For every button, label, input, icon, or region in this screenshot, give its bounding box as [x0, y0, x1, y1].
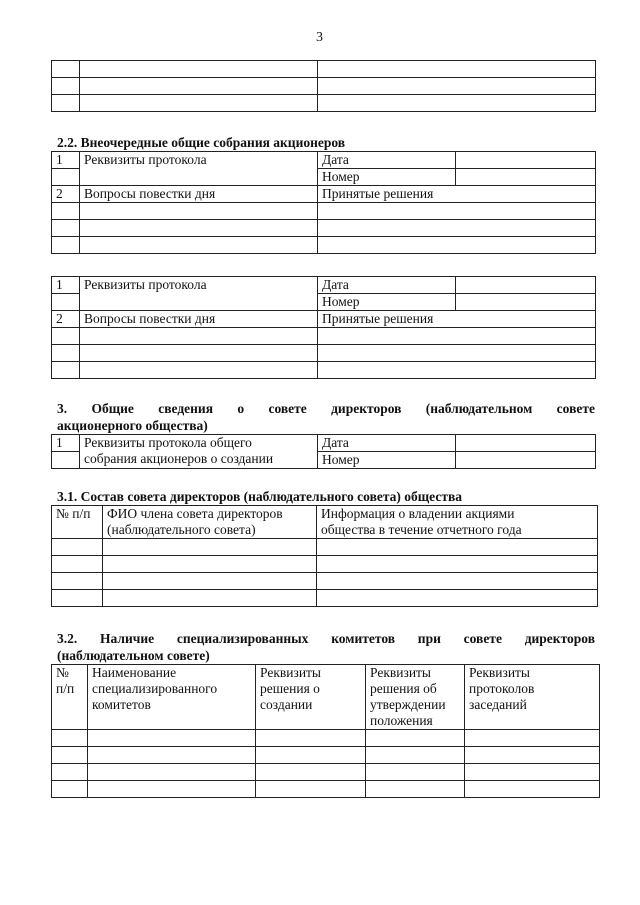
- header-line: заседаний: [469, 697, 527, 712]
- table-row: [52, 220, 596, 237]
- header-line: (наблюдательного совета): [107, 522, 256, 537]
- table-row: [52, 152, 596, 169]
- header-line: Реквизиты: [370, 665, 432, 680]
- table-row: [52, 78, 596, 95]
- table-row: [52, 362, 596, 379]
- number-label: Номер: [318, 452, 456, 469]
- date-value: [456, 435, 596, 452]
- table-row: [52, 730, 600, 747]
- table-row: [52, 590, 598, 607]
- row-number: 1: [52, 152, 80, 169]
- header-line: решения о: [260, 681, 320, 696]
- section-heading-3-line2: акционерного общества): [57, 418, 208, 433]
- table-row: [52, 237, 596, 254]
- board-creation-table: [51, 434, 596, 469]
- column-header-number: [52, 665, 88, 730]
- number-label: Номер: [318, 294, 456, 311]
- table-row: [52, 277, 596, 294]
- table-row: [52, 311, 596, 328]
- agenda-label: Вопросы повестки дня: [80, 186, 318, 203]
- row-number: 2: [52, 186, 80, 203]
- table-row: [52, 345, 596, 362]
- label-line: Реквизиты протокола общего: [84, 435, 252, 450]
- column-header-meeting-protocols: [465, 665, 600, 730]
- committees-table: [51, 664, 600, 798]
- table-row: [52, 556, 598, 573]
- table-row: [52, 747, 600, 764]
- header-line: комитетов: [92, 697, 151, 712]
- section-heading-2-2: 2.2. Внеочередные общие собрания акционеров: [57, 135, 346, 150]
- board-composition-table: [51, 505, 598, 607]
- row-number: 1: [52, 277, 80, 294]
- column-header-name: [103, 506, 317, 539]
- label-line: собрания акционеров о создании: [84, 451, 274, 466]
- row-number: 1: [52, 435, 80, 452]
- date-value: [456, 277, 596, 294]
- table-row: [52, 539, 598, 556]
- decisions-label: Принятые решения: [318, 311, 596, 328]
- header-line: специализированного: [92, 681, 218, 696]
- section-heading-3: 3. Общие сведения о совете директоров (наблюдательном совете: [57, 401, 595, 416]
- row-number: 2: [52, 311, 80, 328]
- column-header-shares: [317, 506, 598, 539]
- table-row: [52, 573, 598, 590]
- header-line: ФИО члена совета директоров: [107, 506, 283, 521]
- date-label: Дата: [318, 277, 456, 294]
- column-header-committee-name: [88, 665, 256, 730]
- header-line: утверждении: [370, 697, 446, 712]
- date-label: Дата: [318, 435, 456, 452]
- table-row: [52, 665, 600, 730]
- continuation-table: [51, 60, 596, 112]
- agenda-label: Вопросы повестки дня: [80, 311, 318, 328]
- column-header-number: № п/п: [52, 506, 103, 539]
- table-row: [52, 203, 596, 220]
- header-line: Реквизиты: [260, 665, 322, 680]
- header-line: создании: [260, 697, 313, 712]
- protocol-details-label: Реквизиты протокола: [80, 152, 318, 186]
- table-row: [52, 61, 596, 78]
- section-heading-3-1: 3.1. Состав совета директоров (наблюдательного совета) общества: [57, 489, 463, 504]
- header-line: Наименование: [92, 665, 177, 680]
- meeting-protocol-label: [80, 435, 318, 469]
- section-heading-3-2-line2: (наблюдательном совете): [57, 648, 210, 663]
- protocol-details-label: Реквизиты протокола: [80, 277, 318, 311]
- date-label: Дата: [318, 152, 456, 169]
- header-line: №: [56, 665, 69, 680]
- table-row: [52, 328, 596, 345]
- table-row: [52, 435, 596, 452]
- header-line: положения: [370, 713, 433, 728]
- decisions-label: Принятые решения: [318, 186, 596, 203]
- number-value: [456, 452, 596, 469]
- number-value: [456, 294, 596, 311]
- table-row: [52, 764, 600, 781]
- number-value: [456, 169, 596, 186]
- header-line: п/п: [56, 681, 75, 696]
- column-header-creation-decision: [256, 665, 366, 730]
- page-number: 3: [316, 30, 323, 45]
- column-header-regulation-approval: [366, 665, 465, 730]
- section-heading-3-2: 3.2. Наличие специализированных комитетов при совете директоров: [57, 631, 595, 646]
- header-line: Информация о владении акциями: [321, 506, 515, 521]
- date-value: [456, 152, 596, 169]
- table-row: [52, 781, 600, 798]
- table-row: [52, 186, 596, 203]
- header-line: Реквизиты: [469, 665, 531, 680]
- meeting-table-1: [51, 151, 596, 254]
- header-line: протоколов: [469, 681, 535, 696]
- number-label: Номер: [318, 169, 456, 186]
- meeting-table-2: [51, 276, 596, 379]
- header-line: решения об: [370, 681, 437, 696]
- table-row: [52, 95, 596, 112]
- table-row: [52, 506, 598, 539]
- header-line: общества в течение отчетного года: [321, 522, 522, 537]
